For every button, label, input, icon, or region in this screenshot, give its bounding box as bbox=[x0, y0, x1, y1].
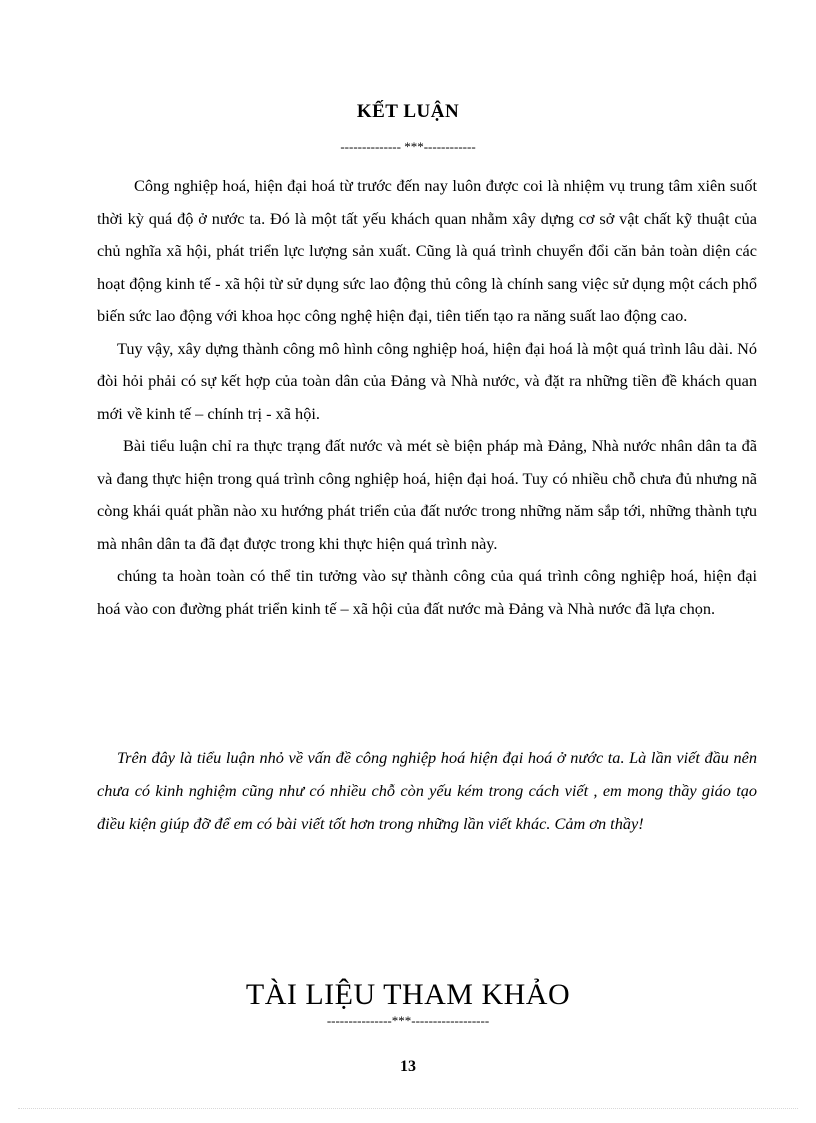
conclusion-paragraph-1: Công nghiệp hoá, hiện đại hoá từ trước đến nay luôn được coi là nhiệm vụ trung tâm xiên suốt thời kỳ quá độ ở nước ta. Đó là một tất yếu khách quan nhằm xây dựng cơ sở vật chất kỹ thuật của chủ nghĩa xã hội, phát triển lực lượng sản xuất. Cũng là quá trình chuyển đổi căn bản toàn diện các hoạt động kinh tế - xã hội từ sử dụng sức lao động thủ công là chính sang việc sử dụng một cách phổ biến sức lao động với khoa học công nghệ hiện đại, tiên tiến tạo ra năng suất lao động cao. bbox=[97, 176, 757, 325]
page-number: 13 bbox=[400, 1058, 416, 1075]
closing-note: Trên đây là tiểu luận nhỏ về vấn đề công nghiệp hoá hiện đại hoá ở nước ta. Là lần viết đầu nên chưa có kinh nghiệm cũng như có nhiều chỗ còn yếu kém trong cách viết , em mong thầy giáo tạo điều kiện giúp đỡ để em có bài viết tốt hơn trong những lần viết khác. Cảm ơn thầy! bbox=[97, 748, 757, 833]
references-heading: TÀI LIỆU THAM KHẢO bbox=[245, 978, 571, 1011]
heading-divider: -------------- ***------------ bbox=[340, 139, 476, 154]
conclusion-heading: KẾT LUẬN bbox=[356, 101, 460, 122]
references-divider: ---------------***------------------ bbox=[326, 1013, 490, 1028]
page-bottom-rule bbox=[18, 1108, 798, 1109]
conclusion-body bbox=[97, 170, 757, 625]
conclusion-paragraph-4: chúng ta hoàn toàn có thể tin tưởng vào sự thành công của quá trình công nghiệp hoá, hiện đại hoá vào con đường phát triển kinh tế – xã hội của đất nước mà Đảng và Nhà nước đã lựa chọn. bbox=[97, 566, 757, 618]
conclusion-paragraph-3: Bài tiểu luận chỉ ra thực trạng đất nước và mét sè biện pháp mà Đảng, Nhà nước nhân dân ta đã và đang thực hiện trong quá trình công nghiệp hoá, hiện đại hoá. Tuy có nhiều chỗ chưa đủ nhưng nã còng khái quát phần nào xu hướng phát triển của đất nước trong những năm sắp tới, những thành tựu mà nhân dân ta đã đạt được trong khi thực hiện quá trình này. bbox=[97, 436, 757, 553]
conclusion-paragraph-2: Tuy vậy, xây dựng thành công mô hình công nghiệp hoá, hiện đại hoá là một quá trình lâu dài. Nó đòi hỏi phải có sự kết hợp của toàn dân của Đảng và Nhà nước, và đặt ra những tiền đề khách quan mới về kinh tế – chính trị - xã hội. bbox=[97, 338, 757, 423]
